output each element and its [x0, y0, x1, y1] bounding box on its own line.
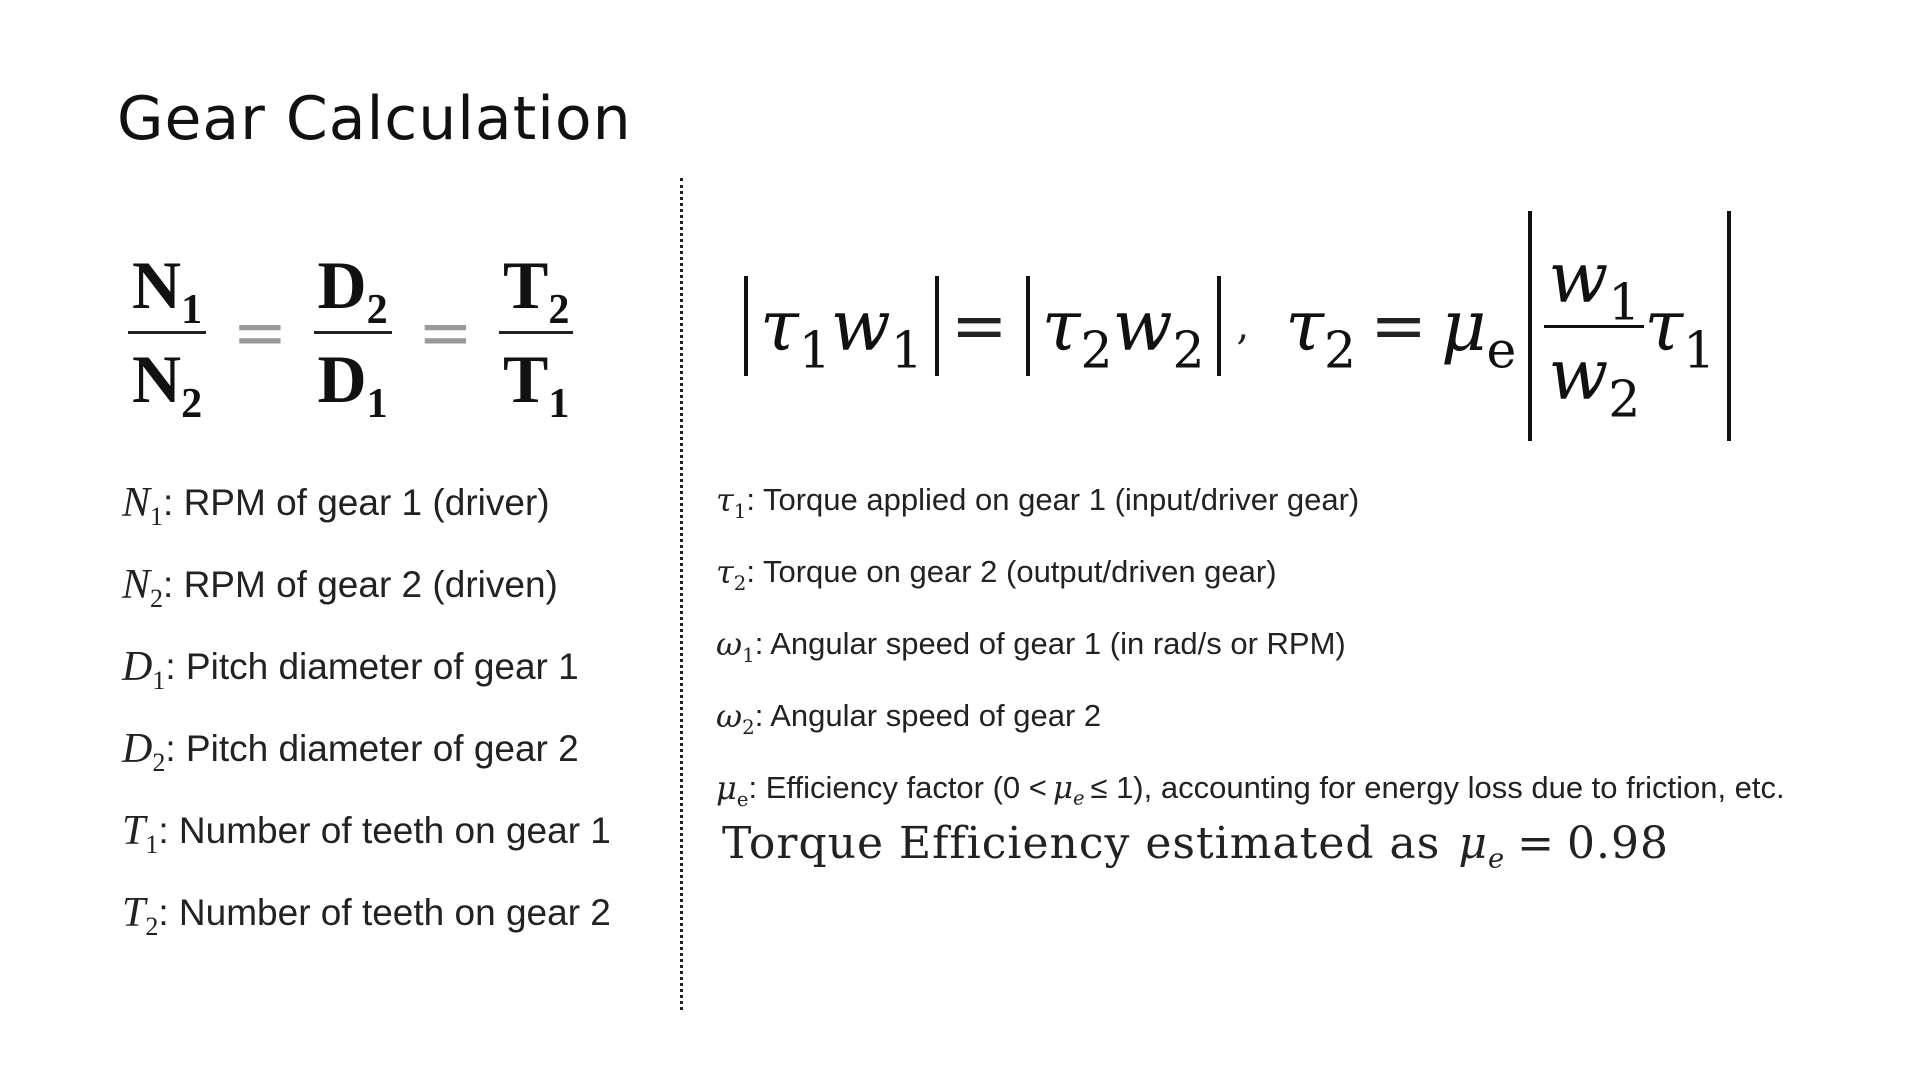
fraction-n1-n2 — [128, 246, 206, 427]
definition-text-before: : Efficiency factor (0 < — [748, 770, 1047, 805]
definition-symbol: $\omega_2$ — [716, 697, 755, 739]
fraction-t2-t1 — [499, 246, 573, 427]
definition-n1 — [122, 462, 611, 544]
abs-bar-large — [1727, 211, 1731, 441]
definition-symbol: $N_2$ — [122, 562, 164, 614]
abs-bar-large — [1528, 211, 1532, 441]
w-2: $w_2$ — [1112, 285, 1205, 380]
tau-2: $\tau_2$ — [1285, 285, 1357, 380]
torque-efficiency-symbol: $\mu_e$ — [1458, 818, 1506, 875]
definition-symbol: $N_1$ — [122, 480, 164, 532]
mu-e: $\mu_e$ — [1441, 285, 1517, 380]
tau-1: $\tau_1$ — [760, 285, 831, 380]
definition-d1 — [122, 626, 611, 708]
dotted-divider — [680, 178, 683, 1010]
inline-mu-e: $\mu_e$ — [1052, 770, 1085, 810]
denominator-subscript: 2 — [181, 379, 203, 427]
definition-symbol: $\mu_e$ — [716, 769, 749, 811]
definition-omega2 — [716, 680, 1785, 752]
page-title: Gear Calculation — [117, 84, 632, 154]
equals-sign: = — [1370, 286, 1428, 366]
definition-n2 — [122, 544, 611, 626]
definition-text: : Torque applied on gear 1 (input/driver gear) — [746, 482, 1360, 517]
torque-definitions — [716, 464, 1785, 824]
denominator-symbol: N — [132, 340, 182, 417]
definition-text: : RPM of gear 1 (driver) — [163, 482, 550, 523]
numerator-symbol: N — [132, 246, 182, 323]
numerator-symbol: T — [503, 246, 549, 323]
denominator-subscript: 1 — [548, 379, 570, 427]
definition-text: : Pitch diameter of gear 2 — [165, 728, 579, 769]
tau-1: $\tau_1$ — [1644, 285, 1716, 380]
equals-sign: = — [950, 286, 1008, 366]
equals-sign: = — [1517, 818, 1555, 869]
numerator-symbol: D — [317, 246, 367, 323]
definition-tau2 — [716, 536, 1785, 608]
torque-efficiency-value: 0.98 — [1566, 818, 1669, 869]
tau-2: $\tau_2$ — [1041, 285, 1113, 380]
definition-text: : Torque on gear 2 (output/driven gear) — [746, 554, 1277, 589]
torque-efficiency-label: Torque Efficiency estimated as — [722, 818, 1441, 869]
definition-text-after: ≤ 1), accounting for energy loss due to friction, etc. — [1090, 770, 1785, 805]
definition-symbol: $D_2$ — [122, 726, 166, 778]
definition-text: : Angular speed of gear 1 (in rad/s or RPM) — [754, 626, 1346, 661]
denominator-subscript: 1 — [366, 379, 388, 427]
definition-text: : Number of teeth on gear 2 — [158, 892, 611, 933]
definition-text: : Pitch diameter of gear 1 — [165, 646, 579, 687]
torque-efficiency-line — [722, 818, 1669, 875]
definition-text: : RPM of gear 2 (driven) — [163, 564, 558, 605]
denominator-symbol: D — [317, 340, 367, 417]
comma: , — [1236, 303, 1250, 349]
numerator-subscript: 2 — [548, 285, 570, 333]
abs-bar — [1026, 276, 1030, 376]
fraction-d2-d1 — [314, 246, 392, 427]
definition-t1 — [122, 790, 611, 872]
definition-tau1 — [716, 464, 1785, 536]
definition-symbol: $D_1$ — [122, 644, 166, 696]
definition-symbol: $\tau_2$ — [716, 553, 747, 595]
w-1: $w_1$ — [830, 285, 923, 380]
abs-bar — [935, 276, 939, 376]
definition-t2 — [122, 872, 611, 954]
numerator-subscript: 2 — [366, 285, 388, 333]
equals-sign: = — [417, 293, 473, 371]
abs-bar — [744, 276, 748, 376]
definition-d2 — [122, 708, 611, 790]
definition-omega1 — [716, 608, 1785, 680]
numerator-subscript: 1 — [181, 285, 203, 333]
torque-formula — [732, 206, 1743, 446]
gear-ratio-definitions — [122, 462, 611, 954]
fraction-w1-w2: $\frac{w_1}{w_2}$ — [1544, 237, 1644, 416]
definition-symbol: $T_2$ — [122, 890, 159, 942]
denominator-symbol: T — [503, 340, 549, 417]
definition-symbol: $T_1$ — [122, 808, 159, 860]
equals-sign: = — [232, 293, 288, 371]
definition-symbol: $\omega_1$ — [716, 625, 755, 667]
gear-ratio-formula — [128, 232, 573, 432]
definition-text: : Angular speed of gear 2 — [754, 698, 1102, 733]
definition-symbol: $\tau_1$ — [716, 481, 747, 523]
definition-text: : Number of teeth on gear 1 — [158, 810, 611, 851]
abs-bar — [1217, 276, 1221, 376]
definition-mu-e — [716, 752, 1785, 824]
